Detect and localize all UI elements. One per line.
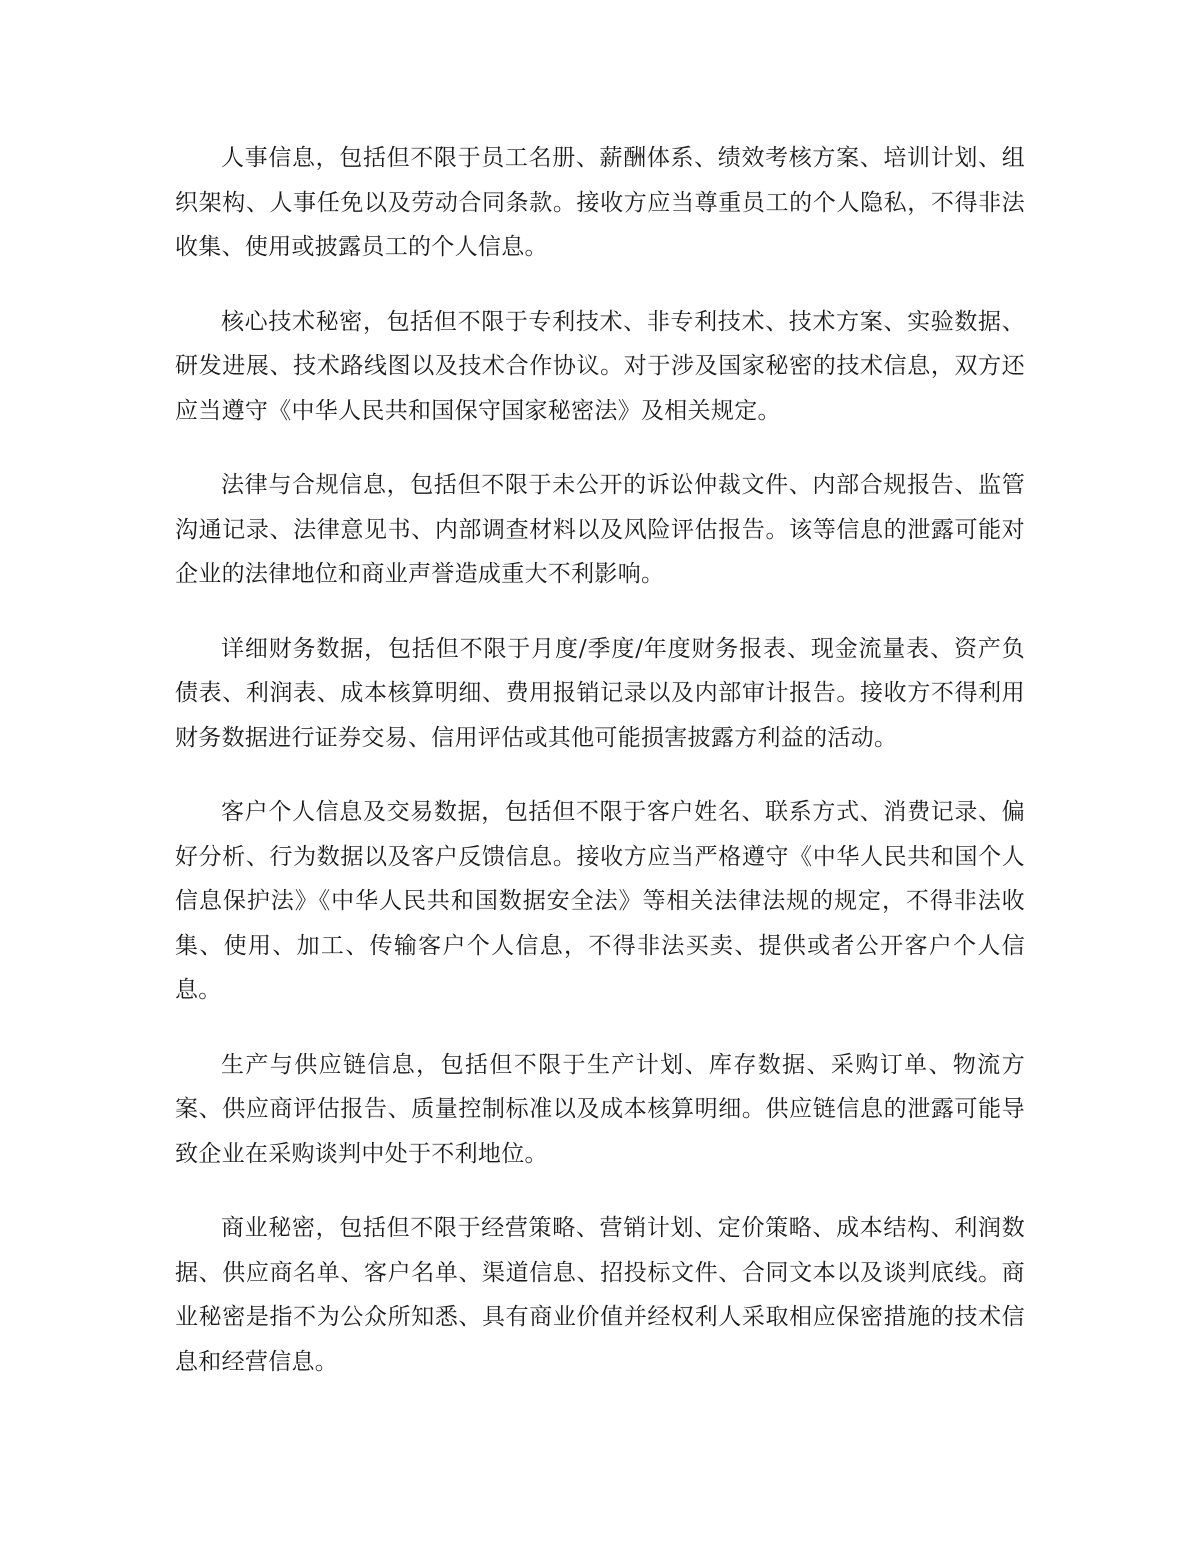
paragraph-trade-secrets: 商业秘密，包括但不限于经营策略、营销计划、定价策略、成本结构、利润数据、供应商名单、客户名单、渠道信息、招投标文件、合同文本以及谈判底线。商业秘密是指不为公众所知悉、具有商业价值并经权利人采取相应保密措施的技术信息和经营信息。 (175, 1215, 1025, 1375)
document-body (175, 136, 1025, 1414)
paragraph-personnel-info: 人事信息，包括但不限于员工名册、薪酬体系、绩效考核方案、培训计划、组织架构、人事任免以及劳动合同条款。接收方应当尊重员工的个人隐私，不得非法收集、使用或披露员工的个人信息。 (175, 145, 1025, 260)
paragraph-core-technology: 核心技术秘密，包括但不限于专利技术、非专利技术、技术方案、实验数据、研发进展、技术路线图以及技术合作协议。对于涉及国家秘密的技术信息，双方还应当遵守《中华人民共和国保守国家秘密法》及相关规定。 (175, 308, 1025, 424)
paragraph-financial-data: 详细财务数据，包括但不限于月度/季度/年度财务报表、现金流量表、资产负债表、利润表、成本核算明细、费用报销记录以及内部审计报告。接收方不得利用财务数据进行证券交易、信用评估或其他可能损害披露方利益的活动。 (175, 635, 1025, 751)
paragraph-customer-data: 客户个人信息及交易数据，包括但不限于客户姓名、联系方式、消费记录、偏好分析、行为数据以及客户反馈信息。接收方应当严格遵守《中华人民共和国个人信息保护法》《中华人民共和国数据安全法》等相关法律法规的规定，不得非法收集、使用、加工、传输客户个人信息，不得非法买卖、提供或者公开客户个人信息。 (175, 799, 1025, 1003)
paragraph-legal-compliance: 法律与合规信息，包括但不限于未公开的诉讼仲裁文件、内部合规报告、监管沟通记录、法律意见书、内部调查材料以及风险评估报告。该等信息的泄露可能对企业的法律地位和商业声誉造成重大不利影响。 (175, 472, 1025, 587)
paragraph-supply-chain: 生产与供应链信息，包括但不限于生产计划、库存数据、采购订单、物流方案、供应商评估报告、质量控制标准以及成本核算明细。供应链信息的泄露可能导致企业在采购谈判中处于不利地位。 (175, 1051, 1025, 1167)
